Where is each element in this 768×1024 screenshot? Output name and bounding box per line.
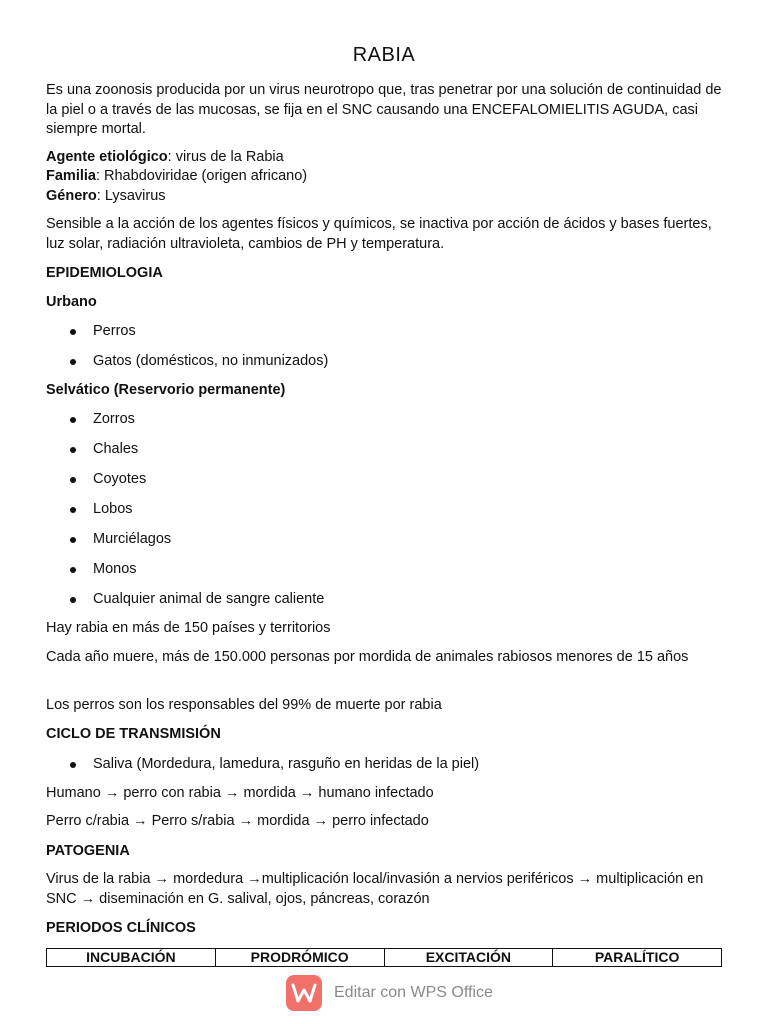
list-item: Murciélagos: [46, 530, 722, 560]
document-title: RABIA: [352, 44, 416, 66]
urbano-heading: Urbano: [46, 294, 97, 310]
bullet-icon: [70, 567, 76, 573]
list-item: Saliva (Mordedura, lamedura, rasguño en heridas de la piel): [46, 755, 722, 785]
familia-value: : Rhabdoviridae (origen africano): [95, 168, 308, 184]
stat-paises: Hay rabia en más de 150 países y territorios: [46, 620, 331, 636]
bullet-icon: [70, 507, 76, 513]
agente-line: [46, 148, 722, 168]
list-item: Coyotes: [46, 470, 722, 500]
bullet-icon: [70, 477, 76, 483]
ciclo-heading: CICLO DE TRANSMISIÓN: [46, 726, 221, 742]
epidemiologia-heading: EPIDEMIOLOGIA: [46, 265, 163, 281]
selvatico-list: [46, 410, 722, 620]
intro-paragraph: Es una zoonosis producida por un virus neurotropo que, tras penetrar por una solución de continuidad de la piel o a través de las mucosas, se fija en el SNC causando una ENCEFALOMIELITIS AGUDA, casi siempre mortal.: [46, 82, 722, 137]
selvatico-heading: Selvático (Reservorio permanente): [46, 382, 286, 398]
agente-label: Agente etiológico: [46, 149, 168, 165]
list-item: Chales: [46, 440, 722, 470]
list-item: Cualquier animal de sangre caliente: [46, 590, 722, 620]
bullet-icon: [70, 537, 76, 543]
familia-label: Familia: [46, 168, 96, 184]
bullet-icon: [70, 447, 76, 453]
urbano-list: [46, 322, 722, 382]
bullet-icon: [70, 359, 76, 365]
list-item: Gatos (domésticos, no inmunizados): [46, 352, 722, 382]
familia-line: [46, 167, 722, 187]
genero-label: Género: [46, 188, 97, 204]
genero-line: [46, 187, 722, 207]
bullet-icon: [70, 417, 76, 423]
wps-edit-button[interactable]: [286, 974, 493, 1012]
column-excitacion: EXCITACIÓN: [384, 949, 553, 967]
list-item: Zorros: [46, 410, 722, 440]
periodos-table: [46, 948, 722, 967]
column-incubacion: INCUBACIÓN: [47, 949, 216, 967]
stat-muertes: Cada año muere, más de 150.000 personas por mordida de animales rabiosos menores de 15 años: [46, 649, 689, 665]
ciclo-perro: Perro c/rabia → Perro s/rabia → mordida → perro infectado: [46, 813, 429, 829]
column-prodromico: PRODRÓMICO: [215, 949, 384, 967]
table-header-row: [47, 949, 722, 967]
column-paralitico: PARALÍTICO: [553, 949, 722, 967]
list-item: Lobos: [46, 500, 722, 530]
list-item: Monos: [46, 560, 722, 590]
patogenia-paragraph: Virus de la rabia → mordedura →multiplicación local/invasión a nervios periféricos → multiplicación en SNC → diseminación en G. salival, ojos, páncreas, corazón: [46, 871, 704, 907]
bullet-icon: [70, 329, 76, 335]
wps-edit-label: Editar con WPS Office: [334, 984, 493, 1001]
genero-value: : Lysavirus: [96, 188, 166, 204]
bullet-icon: [70, 597, 76, 603]
stat-perros: Los perros son los responsables del 99% de muerte por rabia: [46, 697, 442, 713]
periodos-heading: PERIODOS CLÍNICOS: [46, 920, 196, 936]
sensibilidad-paragraph: Sensible a la acción de los agentes físicos y químicos, se inactiva por acción de ácidos y bases fuertes, luz solar, radiación ultravioleta, cambios de PH y temperatura.: [46, 216, 712, 252]
ciclo-list: [46, 755, 722, 785]
patogenia-heading: PATOGENIA: [46, 843, 130, 859]
agente-value: : virus de la Rabia: [167, 149, 284, 165]
bullet-icon: [70, 762, 76, 768]
list-item: Perros: [46, 322, 722, 352]
ciclo-humano: Humano → perro con rabia → mordida → humano infectado: [46, 785, 434, 801]
wps-office-logo-icon: [286, 975, 322, 1011]
